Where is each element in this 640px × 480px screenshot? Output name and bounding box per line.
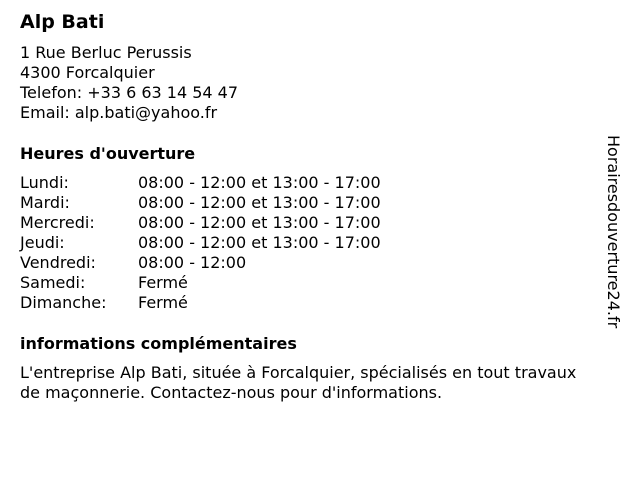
hours-row-sunday bbox=[20, 293, 600, 313]
day-label: Samedi: bbox=[20, 273, 86, 292]
opening-hours-table bbox=[20, 173, 600, 313]
time-value: Fermé bbox=[138, 293, 188, 312]
time-value: 08:00 - 12:00 et 13:00 - 17:00 bbox=[138, 193, 381, 212]
time-value: Fermé bbox=[138, 273, 188, 292]
business-name: Alp Bati bbox=[20, 11, 105, 33]
additional-info-text: L'entreprise Alp Bati, située à Forcalquier, spécialisés en tout travaux de maçonnerie. Contactez-nous pour d'informations. bbox=[20, 363, 577, 402]
time-value: 08:00 - 12:00 et 13:00 - 17:00 bbox=[138, 233, 381, 252]
day-label: Mercredi: bbox=[20, 213, 95, 232]
day-label: Vendredi: bbox=[20, 253, 96, 272]
additional-info-heading: informations complémentaires bbox=[20, 334, 297, 353]
day-label: Lundi: bbox=[20, 173, 69, 192]
day-label: Jeudi: bbox=[20, 233, 65, 252]
address-street: 1 Rue Berluc Perussis bbox=[20, 43, 192, 62]
opening-hours-heading: Heures d'ouverture bbox=[20, 144, 196, 163]
time-value: 08:00 - 12:00 bbox=[138, 253, 247, 272]
phone-number: Telefon: +33 6 63 14 54 47 bbox=[20, 83, 239, 102]
business-card bbox=[20, 10, 600, 419]
day-label: Mardi: bbox=[20, 193, 70, 212]
contact-block bbox=[20, 43, 600, 123]
address-city: 4300 Forcalquier bbox=[20, 63, 155, 82]
hours-row-friday bbox=[20, 253, 600, 273]
hours-row-thursday bbox=[20, 233, 600, 253]
day-label: Dimanche: bbox=[20, 293, 107, 312]
hours-row-monday bbox=[20, 173, 600, 193]
time-value: 08:00 - 12:00 et 13:00 - 17:00 bbox=[138, 213, 381, 232]
hours-row-wednesday bbox=[20, 213, 600, 233]
hours-row-saturday bbox=[20, 273, 600, 293]
email-address: Email: alp.bati@yahoo.fr bbox=[20, 103, 218, 122]
time-value: 08:00 - 12:00 et 13:00 - 17:00 bbox=[138, 173, 381, 192]
site-watermark: Horairesdouverture24.fr bbox=[604, 135, 623, 329]
hours-row-tuesday bbox=[20, 193, 600, 213]
